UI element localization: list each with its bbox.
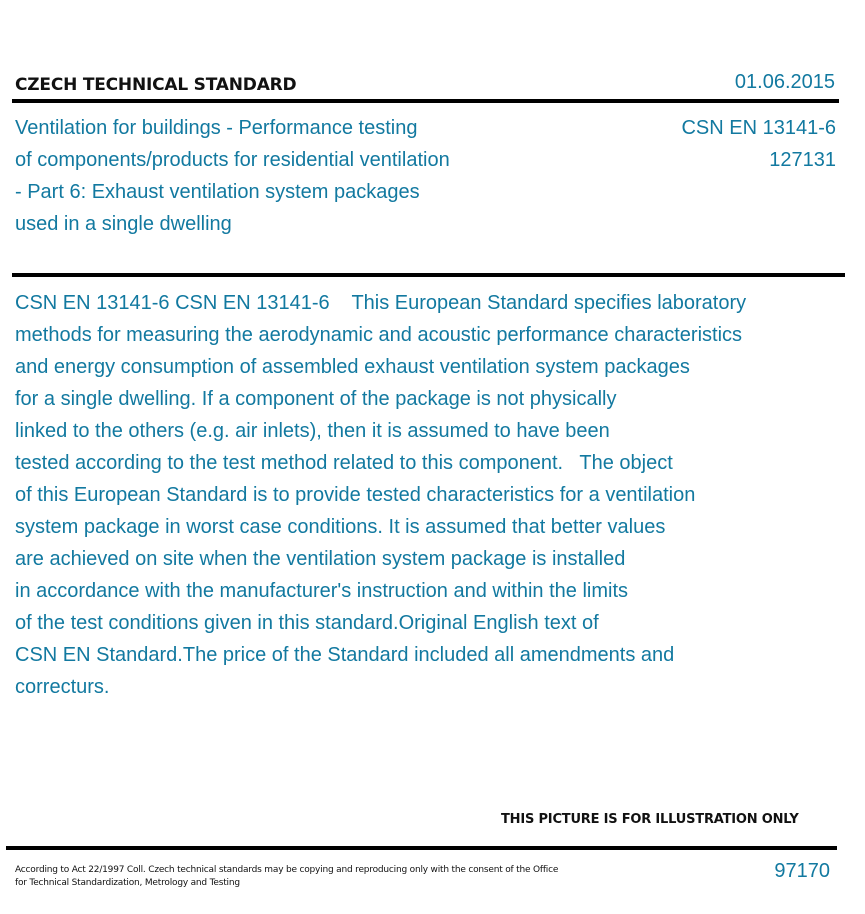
legal-line: According to Act 22/1997 Coll. Czech technical standards may be copying and reproducing only with the consent of the Office (15, 865, 559, 875)
illustration-disclaimer: THIS PICTURE IS FOR ILLUSTRATION ONLY (501, 812, 799, 827)
abstract-line: system package in worst case conditions. It is assumed that better values (15, 516, 666, 538)
abstract-line: correcturs. (15, 676, 110, 698)
standard-code: CSN EN 13141-6 (681, 117, 836, 139)
abstract-line: of this European Standard is to provide tested characteristics for a ventilation (15, 484, 696, 506)
abstract-line: CSN EN Standard.The price of the Standard included all amendments and (15, 644, 675, 666)
abstract-line: tested according to the test method related to this component. The object (15, 452, 673, 474)
title-line: of components/products for residential ventilation (15, 149, 450, 171)
bottom-divider (6, 846, 837, 850)
abstract-line: in accordance with the manufacturer's instruction and within the limits (15, 580, 628, 602)
standard-title (15, 112, 535, 240)
title-line: used in a single dwelling (15, 213, 232, 235)
standard-codes (681, 112, 836, 176)
abstract-line: of the test conditions given in this standard.Original English text of (15, 612, 599, 634)
title-line: Ventilation for buildings - Performance testing (15, 117, 418, 139)
title-line: - Part 6: Exhaust ventilation system packages (15, 181, 420, 203)
abstract-line: are achieved on site when the ventilation system package is installed (15, 548, 626, 570)
abstract-line: CSN EN 13141-6 CSN EN 13141-6 This European Standard specifies laboratory (15, 292, 747, 314)
document-type-label: CZECH TECHNICAL STANDARD (15, 75, 297, 95)
top-divider (12, 99, 839, 103)
abstract-line: for a single dwelling. If a component of the package is not physically (15, 388, 617, 410)
abstract-text (15, 287, 855, 703)
footer-code: 97170 (774, 860, 830, 882)
abstract-line: methods for measuring the aerodynamic and acoustic performance characteristics (15, 324, 743, 346)
legal-line: for Technical Standardization, Metrology and Testing (15, 878, 240, 888)
publication-date: 01.06.2015 (734, 71, 835, 93)
abstract-line: linked to the others (e.g. air inlets), then it is assumed to have been (15, 420, 610, 442)
catalog-number: 127131 (769, 149, 836, 171)
middle-divider (12, 273, 845, 277)
abstract-line: and energy consumption of assembled exhaust ventilation system packages (15, 356, 690, 378)
legal-notice (15, 864, 595, 890)
